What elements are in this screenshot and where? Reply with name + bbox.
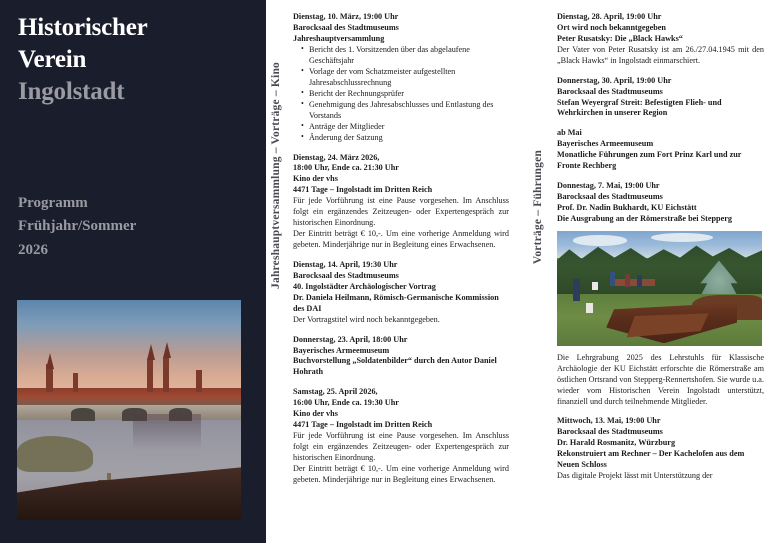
title-line-1: Historischer	[18, 14, 148, 41]
photo-bucket-2	[586, 303, 593, 313]
agenda-item: • Bericht des 1. Vorsitzenden über das abgelaufene Geschäftsjahr	[302, 45, 509, 67]
event-date: Mittwoch, 13. Mai, 19:00 Uhr	[557, 416, 661, 426]
agenda-list	[293, 45, 509, 144]
artwork-meadow	[17, 436, 93, 471]
event-heading: Bayerisches Armeemuseum	[293, 345, 390, 355]
event-heading: Barocksaal des Stadtmuseums	[557, 191, 663, 201]
event-heading: Rekonstruiert am Rechner – Der Kachelofen aus dem Neuen Schloss	[557, 449, 745, 470]
event-date: Dienstag, 24. März 2026,	[293, 152, 380, 162]
event-description: Das digitale Projekt lässt mit Unterstützung der	[557, 471, 713, 481]
event-heading: Buchvorstellung „Soldatenbilder“ durch den Autor Daniel Hohrath	[293, 356, 497, 377]
photo-person-2	[610, 272, 615, 286]
subtitle-line-3: 2026	[18, 241, 48, 258]
event-description: Für jede Vorführung ist eine Pause vorgesehen. Im Anschluss folgt ein ergänzendes Zeitzeugen- oder Expertengespräch zur historischen Einordnung.	[293, 196, 509, 228]
artwork-spire-right-a	[147, 344, 155, 360]
agenda-item: • Vorlage der vom Schatzmeister aufgestellten Jahresabschlussrechnung	[302, 67, 509, 89]
event-heading: Ort wird noch bekanntgegeben	[557, 22, 666, 32]
event-date: Donnerstag, 23. April, 18:00 Uhr	[293, 334, 408, 344]
page-title	[18, 12, 248, 108]
event-heading: Prof. Dr. Nadin Bukhardt, KU Eichstätt	[557, 202, 697, 212]
event-heading: Die Ausgrabung an der Römerstraße bei Stepperg	[557, 213, 732, 223]
cover-panel	[0, 0, 266, 543]
excavation-photo	[557, 231, 762, 346]
artwork-tower-far-right	[196, 370, 202, 392]
event-entry	[293, 260, 509, 326]
event-date: Donnestag, 7. Mai, 19:00 Uhr	[557, 180, 660, 190]
cover-subtitle	[18, 192, 248, 262]
event-date: ab Mai	[557, 128, 582, 138]
event-heading: Monatliche Führungen zum Fort Prinz Karl und zur Fronte Rechberg	[557, 150, 742, 171]
title-line-3: Ingolstadt	[18, 78, 125, 105]
event-heading: Barocksaal des Stadtmuseums	[293, 22, 399, 32]
event-description: Der Eintritt beträgt € 10,-. Um eine vorherige Anmeldung wird gebeten. Minderjährige nur in Begleitung eines Erwachsenen.	[293, 463, 509, 484]
agenda-item: • Änderung der Satzung	[302, 133, 509, 144]
event-heading: Kino der vhs	[293, 409, 338, 419]
event-entry	[557, 416, 764, 482]
event-heading: Peter Rusatsky: Die „Black Hawks“	[557, 33, 683, 43]
cover-artwork-historic-cityscape	[17, 300, 241, 520]
artwork-boatman	[107, 473, 111, 481]
photo-person-1	[573, 279, 580, 301]
artwork-tower-right-b	[163, 357, 169, 392]
event-heading: 4471 Tage – Ingolstadt im Dritten Reich	[293, 419, 433, 429]
title-line-2: Verein	[18, 46, 87, 73]
agenda-item: • Anträge der Mitglieder	[302, 122, 509, 133]
event-heading: Barocksaal des Stadtmuseums	[557, 427, 663, 437]
event-heading: Kino der vhs	[293, 174, 338, 184]
artwork-spire-right-b	[163, 342, 171, 358]
event-heading: Bayerisches Armeemuseum	[557, 139, 654, 149]
event-entry	[557, 181, 764, 408]
event-heading: Barocksaal des Stadtmuseums	[557, 86, 663, 96]
event-heading: Jahreshauptversammlung	[293, 33, 385, 43]
agenda-item: • Genehmigung des Jahresabschlusses und Entlastung des Vorstands	[302, 100, 509, 122]
section-label-right: Vorträge – Führungen	[532, 150, 544, 265]
event-heading: 4471 Tage – Ingolstadt im Dritten Reich	[293, 185, 433, 195]
event-heading: 40. Ingolstädter Archäologischer Vortrag	[293, 281, 436, 291]
event-entry	[293, 387, 509, 486]
event-description: Der Vater von Peter Rusatsky ist am 26./27.04.1945 mit den „Black Hawks“ in Ingolstadt einmarschiert.	[557, 44, 764, 65]
event-heading: Dr. Daniela Heilmann, Römisch-Germanische Kommission des DAI	[293, 292, 499, 313]
events-column-right	[557, 0, 764, 491]
photo-person-4	[637, 275, 642, 287]
event-date: 16:00 Uhr, Ende ca. 19:30 Uhr	[293, 398, 399, 408]
event-description: Der Eintritt beträgt € 10,-. Um eine vorherige Anmeldung wird gebeten. Minderjährige nur in Begleitung eines Erwachsenen.	[293, 229, 509, 250]
event-date: Samstag, 25. April 2026,	[293, 387, 378, 397]
events-column-middle	[293, 0, 509, 495]
event-description: Für jede Vorführung ist eine Pause vorgesehen. Im Anschluss folgt ein ergänzendes Zeitzeugen- oder Expertengespräch zur historischen Einordnung.	[293, 430, 509, 462]
artwork-reflection	[133, 414, 200, 449]
subtitle-line-2: Frühjahr/Sommer	[18, 218, 137, 235]
artwork-tower-right-a	[147, 359, 153, 392]
photo-person-3	[625, 274, 630, 287]
photo-field-table	[614, 279, 655, 286]
event-heading: Barocksaal des Stadtmuseums	[293, 271, 399, 281]
event-date: Dienstag, 14. April, 19:30 Uhr	[293, 260, 398, 270]
event-entry	[557, 76, 764, 120]
photo-bucket-1	[592, 282, 598, 290]
event-description: Der Vortragstitel wird noch bekanntgegeben.	[293, 314, 440, 324]
event-description: Die Lehrgrabung 2025 des Lehrstuhls für Klassische Archäologie der KU Eichstätt erforschte die Römerstraße am östlichen Ortsrand von Stepperg-Rennertshofen. Sie wurde u.a. wieder vom Historischen Verein Ingolstadt unterstützt, finanziell und durch teilnehmende Mitglieder.	[557, 352, 764, 406]
event-date: Dienstag, 28. April, 19:00 Uhr	[557, 12, 662, 21]
agenda-item: • Bericht der Rechnungsprüfer	[302, 89, 509, 100]
event-entry	[293, 12, 509, 144]
event-entry	[557, 12, 764, 67]
artwork-tower-mid	[73, 373, 78, 393]
event-entry	[293, 153, 509, 252]
subtitle-line-1: Programm	[18, 195, 88, 211]
photo-cloud-1	[573, 235, 626, 245]
event-entry	[557, 128, 764, 172]
event-heading: Dr. Harald Rosmanitz, Würzburg	[557, 438, 676, 448]
event-date: Dienstag, 10. März, 19:00 Uhr	[293, 12, 399, 21]
event-date: 18:00 Uhr, Ende ca. 21:30 Uhr	[293, 163, 399, 173]
event-entry	[293, 335, 509, 379]
section-label-middle: Jahreshauptversammlung – Vorträge – Kino	[270, 62, 282, 289]
artwork-spire-left	[46, 353, 54, 369]
event-date: Donnerstag, 30. April, 19:00 Uhr	[557, 75, 672, 85]
event-heading: Stefan Weyergraf Streit: Befestigten Flieh- und Wehrkirchen in unserer Region	[557, 97, 722, 118]
artwork-bridge-arch-1	[71, 408, 96, 421]
photo-cloud-2	[651, 233, 713, 242]
